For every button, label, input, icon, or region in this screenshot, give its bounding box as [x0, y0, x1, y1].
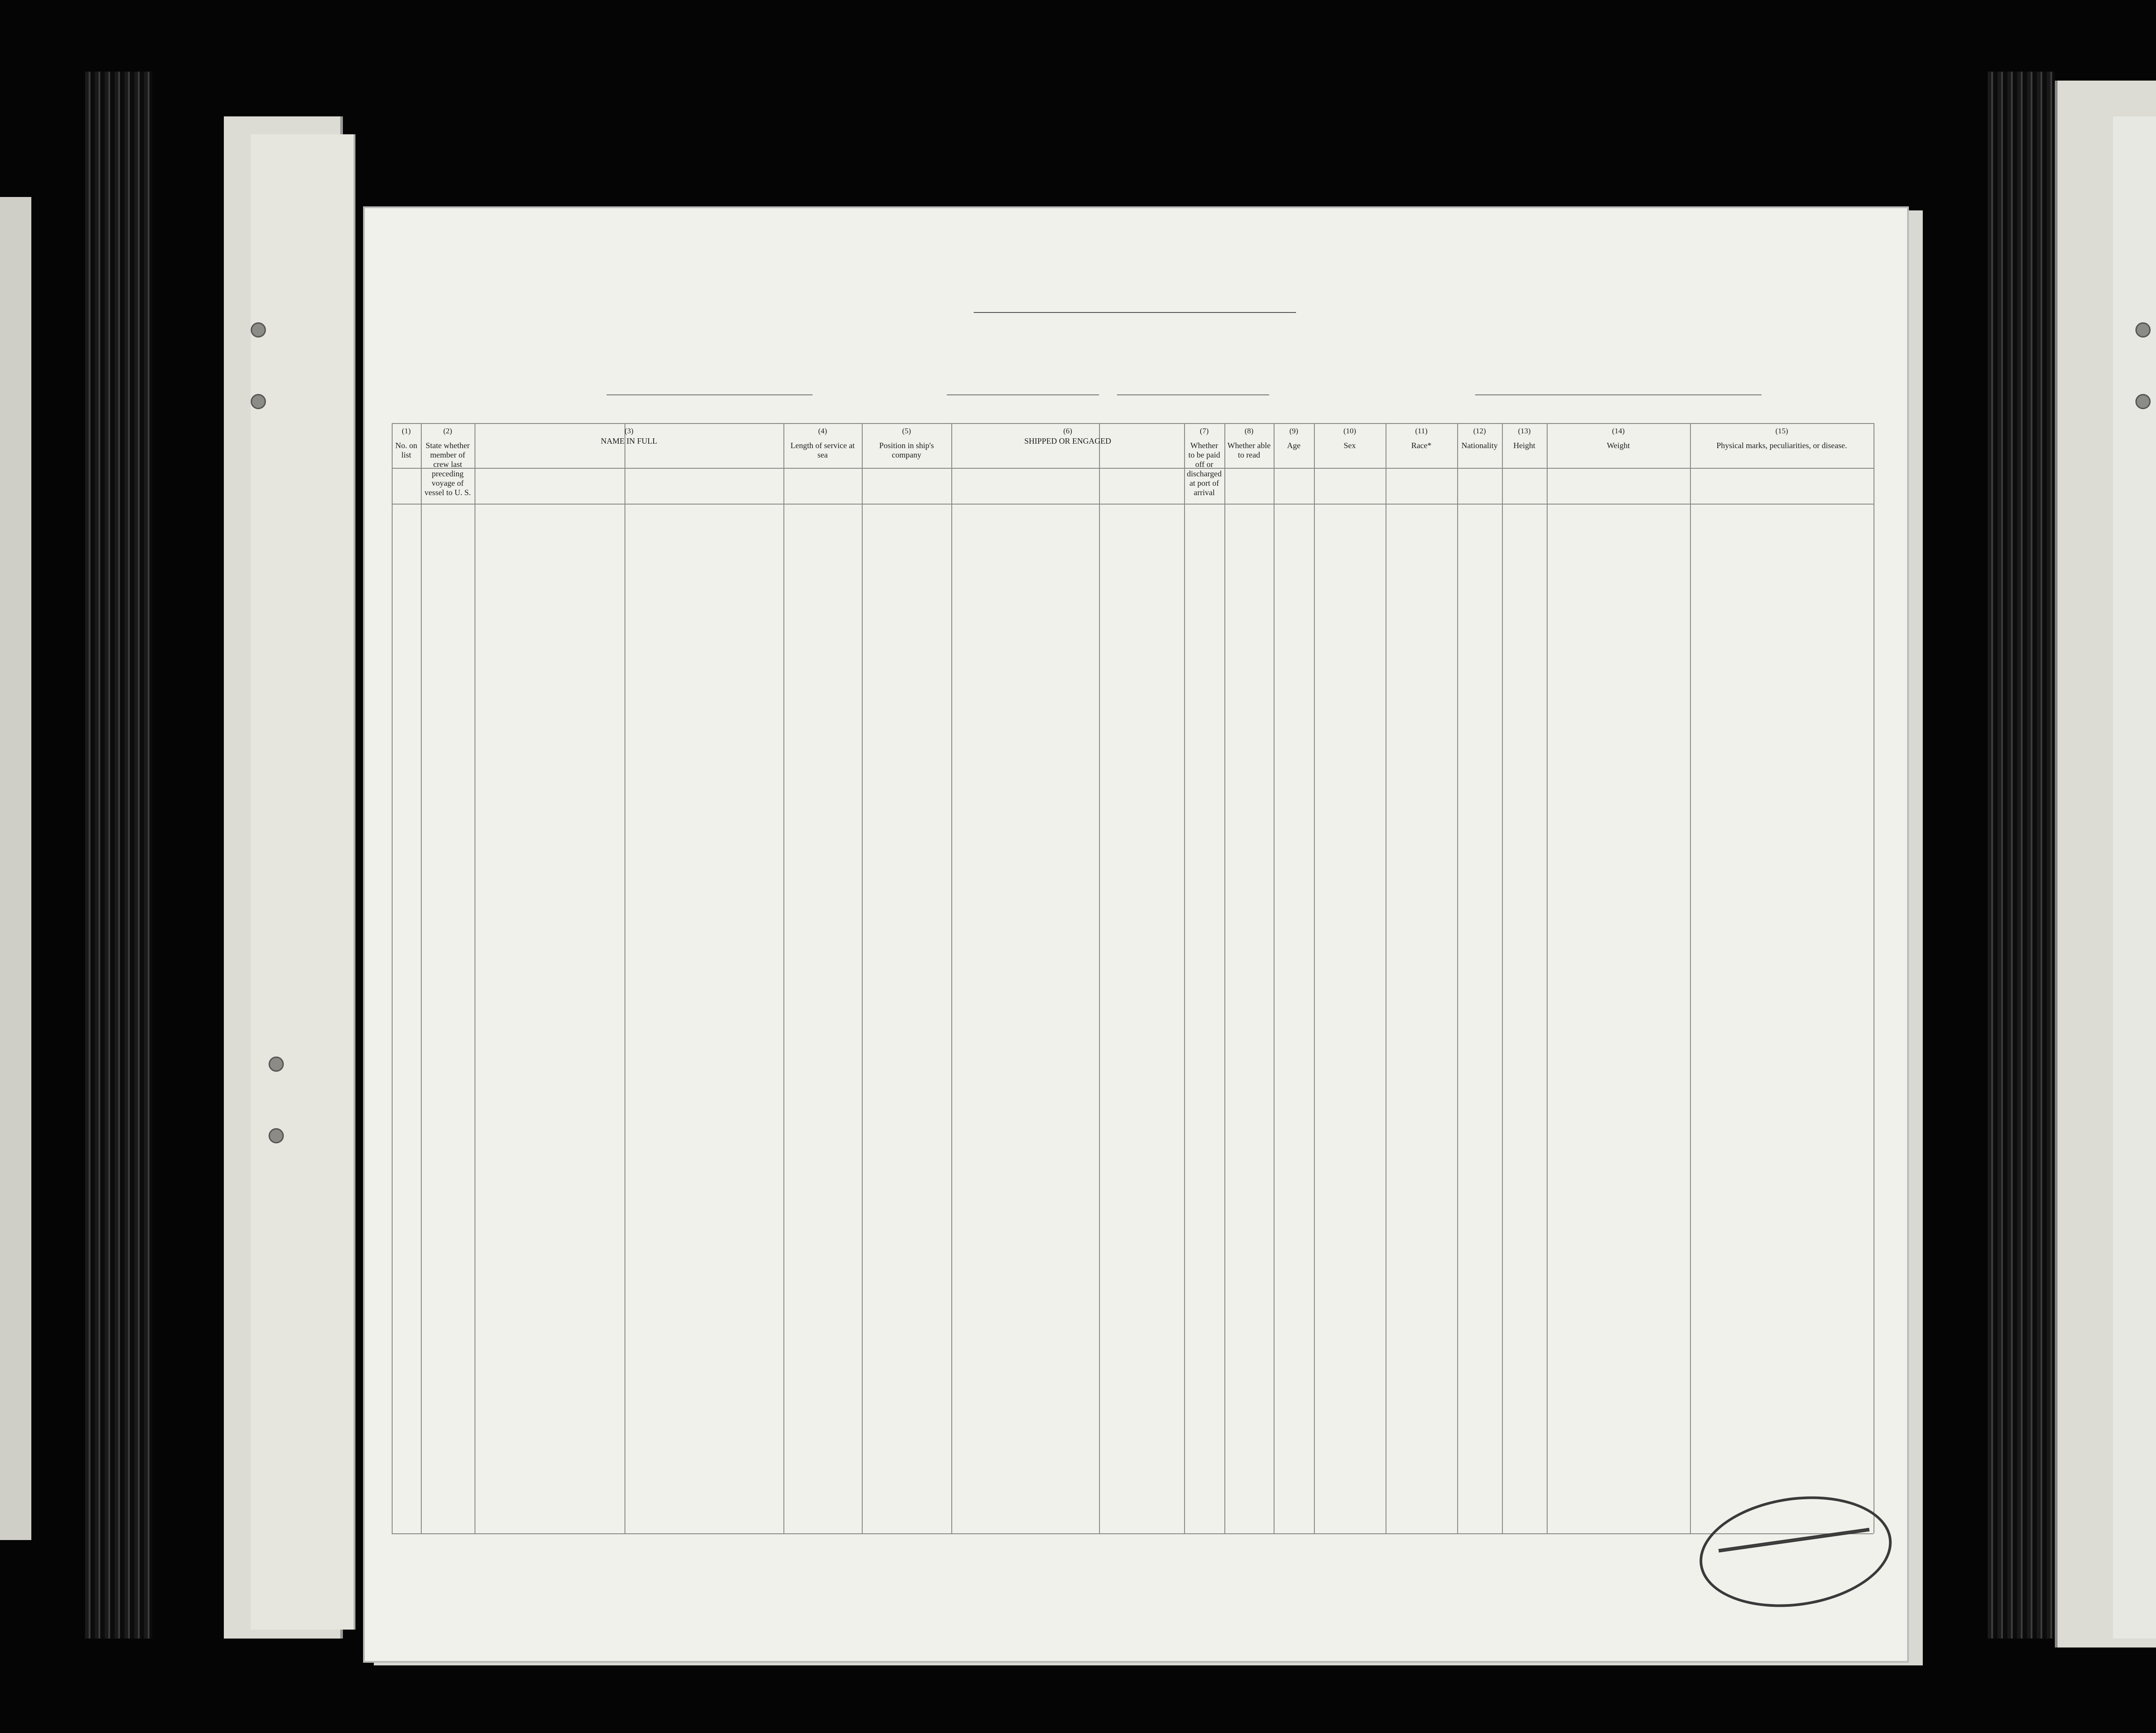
column-header: SHIPPED OR ENGAGED: [1024, 436, 1111, 445]
table-column-rule: [1274, 423, 1275, 1533]
column-header: Position in ship's company: [879, 441, 934, 459]
column-number: (2): [443, 427, 452, 435]
table-row-rule: [392, 423, 1874, 424]
column-number: (7): [1200, 427, 1209, 435]
column-number: (4): [818, 427, 827, 435]
table-column-rule: [1457, 423, 1458, 1533]
manifest-sheet: [365, 208, 1907, 1661]
column-header: Nationality: [1461, 441, 1498, 450]
binder-edge-right: [1988, 72, 2055, 1639]
table-column-rule: [1547, 423, 1548, 1533]
port-field-line: [1475, 394, 1762, 395]
punch-hole: [2135, 394, 2151, 409]
crew-table: [392, 423, 1874, 1533]
column-number: (11): [1415, 427, 1428, 435]
column-number: (10): [1343, 427, 1356, 435]
column-header: Height: [1513, 441, 1536, 450]
column-header: Weight: [1607, 441, 1630, 450]
column-header: Sex: [1343, 441, 1356, 450]
table-column-rule: [1224, 423, 1225, 1533]
table-column-rule: [1502, 423, 1503, 1533]
column-number: (1): [402, 427, 411, 435]
column-number: (15): [1775, 427, 1788, 435]
stamp-bottom-text: [1705, 1556, 1891, 1582]
column-number: (3): [625, 427, 633, 435]
table-column-rule: [862, 423, 863, 1533]
arriving-field-line: [947, 394, 1099, 395]
title-rule: [974, 312, 1296, 313]
punch-hole: [2135, 322, 2151, 338]
column-number: (14): [1612, 427, 1625, 435]
column-header: Length of service at sea: [790, 441, 855, 459]
column-header: Whether to be paid off or discharged at port of arrival: [1187, 441, 1222, 497]
column-number: (12): [1473, 427, 1486, 435]
column-header: Race*: [1411, 441, 1432, 450]
column-header: Physical marks, peculiarities, or disease.: [1716, 441, 1847, 450]
table-row-rule: [392, 504, 1874, 505]
table-row-rule: [392, 1533, 1874, 1534]
column-number: (5): [902, 427, 911, 435]
table-column-rule: [392, 423, 393, 1533]
table-column-rule: [1690, 423, 1691, 1533]
column-header: State whether member of crew last preceding voyage of vessel to U. S.: [424, 441, 471, 497]
column-header: Age: [1287, 441, 1300, 450]
background-page-right: [2113, 116, 2156, 1639]
date-field-line: [1117, 394, 1269, 395]
background-page-left: [0, 197, 31, 1540]
table-column-rule: [1184, 423, 1185, 1533]
table-column-rule: [1099, 423, 1100, 1533]
column-number: (6): [1063, 427, 1072, 435]
column-header: NAME IN FULL: [601, 436, 657, 445]
column-number: (8): [1245, 427, 1253, 435]
binder-edge-left: [85, 72, 152, 1639]
column-header: No. on list: [395, 441, 417, 459]
punch-hole: [269, 1057, 284, 1072]
vessel-field-line: [607, 394, 813, 395]
table-column-rule: [951, 423, 952, 1533]
table-column-rule: [783, 423, 784, 1533]
background-page-left-stack-2: [251, 134, 355, 1630]
column-number: (9): [1289, 427, 1298, 435]
column-header: Whether able to read: [1227, 441, 1271, 459]
punch-hole: [269, 1128, 284, 1143]
vessel-line: [365, 378, 1907, 405]
column-number: (13): [1518, 427, 1531, 435]
table-row-rule: [392, 468, 1874, 469]
punch-hole: [251, 394, 266, 409]
punch-hole: [251, 322, 266, 338]
table-column-rule: [421, 423, 422, 1533]
table-column-rule: [1314, 423, 1315, 1533]
stamp-date: [1718, 1528, 1869, 1553]
